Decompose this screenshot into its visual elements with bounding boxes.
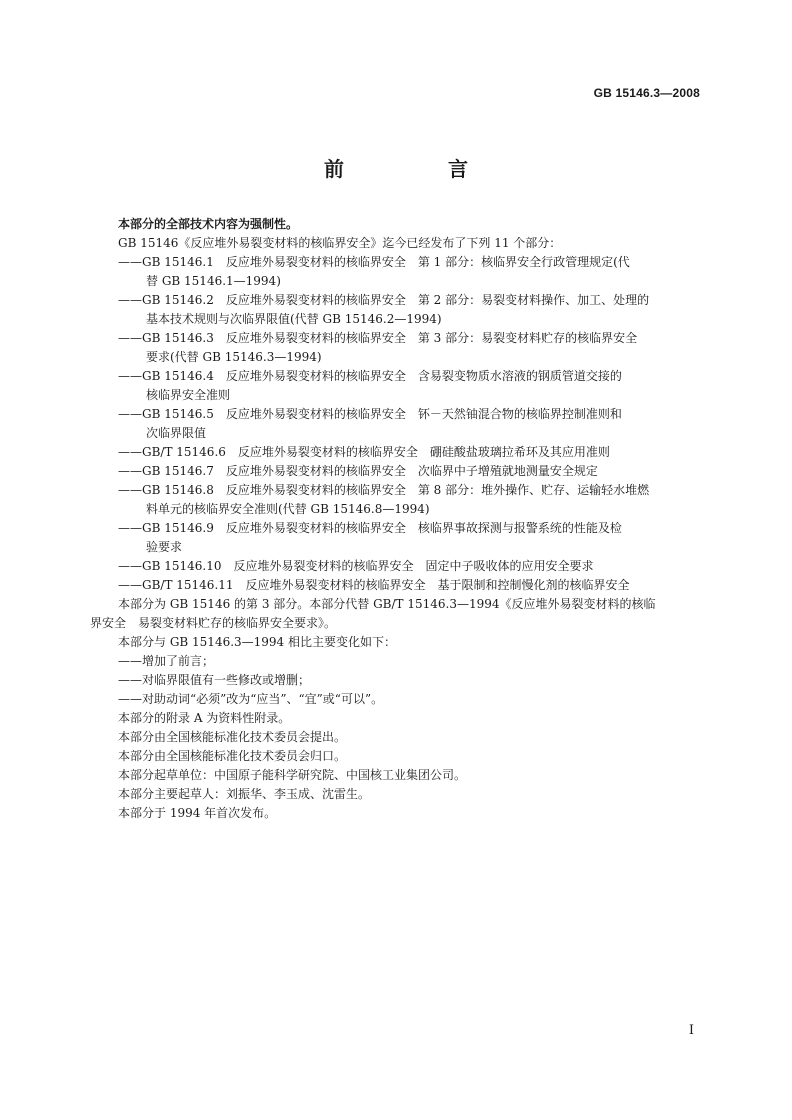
first-issued: 本部分于 1994 年首次发布。 (118, 806, 277, 820)
managed-by: 本部分由全国核能标准化技术委员会归口。 (118, 749, 347, 763)
list-item: ——GB/T 15146.6 反应堆外易裂变材料的核临界安全 硼硅酸盐玻璃拉希环及其应用准则 (118, 445, 610, 459)
list-item: ——对助动词“必须”改为“应当”、“宜”或“可以”。 (118, 692, 384, 706)
list-item: ——GB/T 15146.11 反应堆外易裂变材料的核临界安全 基于限制和控制慢化剂的核临界安全 (118, 578, 630, 592)
series-intro: GB 15146《反应堆外易裂变材料的核临界安全》迄今已经发布了下列 11 个部分： (118, 236, 562, 250)
list-item: ——GB 15146.8 反应堆外易裂变材料的核临界安全 第 8 部分：堆外操作、贮存、运输轻水堆燃 料单元的核临界安全准则(代替 GB 15146.8—1994) (118, 483, 650, 516)
list-item: ——GB 15146.9 反应堆外易裂变材料的核临界安全 核临界事故探测与报警系统的性能及检 验要求 (118, 521, 622, 554)
drafting-units: 本部分起草单位：中国原子能科学研究院、中国核工业集团公司。 (118, 768, 467, 782)
parts-list (90, 253, 704, 595)
appendix-note: 本部分的附录 A 为资料性附录。 (118, 711, 291, 725)
page-number: I (688, 1023, 694, 1038)
list-item: ——GB 15146.5 反应堆外易裂变材料的核临界安全 钚－天然铀混合物的核临界控制准则和 次临界限值 (118, 407, 622, 440)
list-item: ——GB 15146.1 反应堆外易裂变材料的核临界安全 第 1 部分：核临界安全行政管理规定(代 替 GB 15146.1—1994) (118, 255, 630, 288)
drafters: 本部分主要起草人：刘振华、李玉成、沈雷生。 (118, 787, 371, 801)
list-item: ——增加了前言； (118, 654, 215, 668)
changes-intro: 本部分与 GB 15146.3—1994 相比主要变化如下： (118, 635, 397, 649)
page-title: 前 言 (324, 157, 510, 181)
standard-code: GB 15146.3—2008 (593, 86, 700, 100)
list-item: ——GB 15146.7 反应堆外易裂变材料的核临界安全 次临界中子增殖就地测量安全规定 (118, 464, 598, 478)
replacement-statement: 本部分为 GB 15146 的第 3 部分。本部分代替 GB/T 15146.3—1994《反应堆外易裂变材料的核临 界安全 易裂变材料贮存的核临界安全要求》。 (90, 597, 656, 630)
proposed-by: 本部分由全国核能标准化技术委员会提出。 (118, 730, 347, 744)
list-item: ——GB 15146.3 反应堆外易裂变材料的核临界安全 第 3 部分：易裂变材料贮存的核临界安全 要求(代替 GB 15146.3—1994) (118, 331, 638, 364)
list-item: ——对临界限值有一些修改或增删； (118, 673, 311, 687)
list-item: ——GB 15146.4 反应堆外易裂变材料的核临界安全 含易裂变物质水溶液的钢质管道交接的 核临界安全准则 (118, 369, 622, 402)
mandatory-statement: 本部分的全部技术内容为强制性。 (118, 217, 299, 231)
list-item: ——GB 15146.2 反应堆外易裂变材料的核临界安全 第 2 部分：易裂变材料操作、加工、处理的 基本技术规则与次临界限值(代替 GB 15146.2—1994) (118, 293, 650, 326)
foreword-body (90, 215, 704, 823)
list-item: ——GB 15146.10 反应堆外易裂变材料的核临界安全 固定中子吸收体的应用安全要求 (118, 559, 594, 573)
